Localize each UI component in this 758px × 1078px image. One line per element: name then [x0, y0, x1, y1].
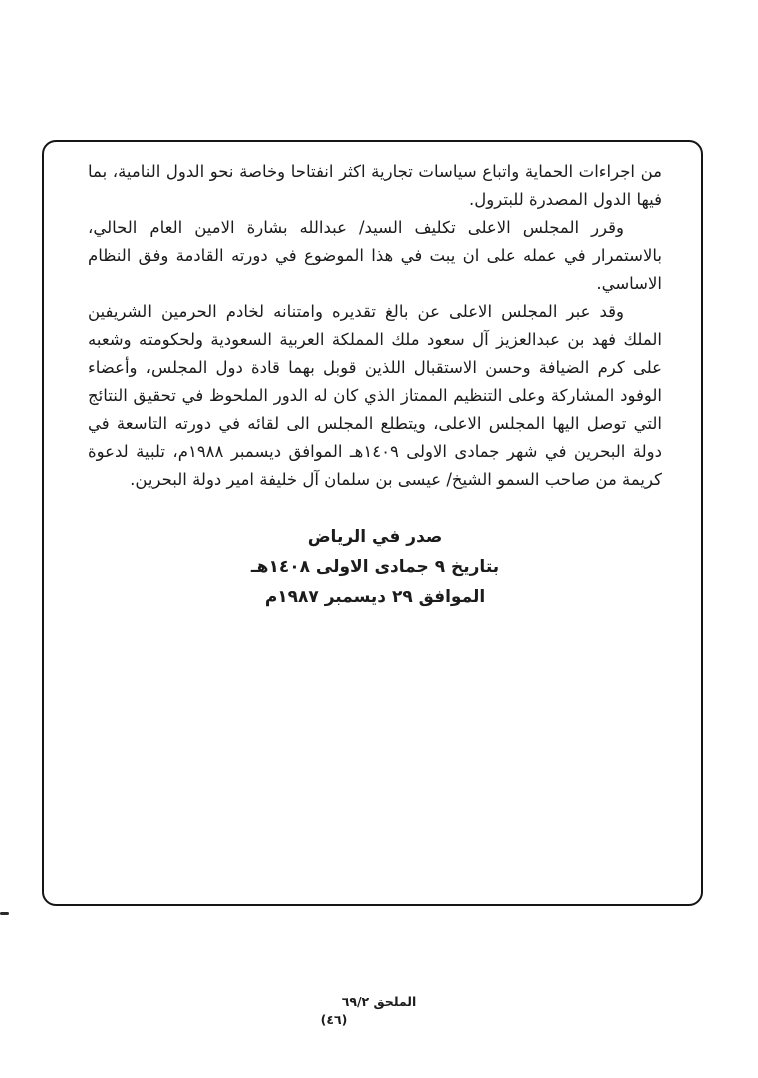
closing-block [88, 522, 662, 612]
paragraph-council-decision: وقرر المجلس الاعلى تكليف السيد/ عبدالله بشارة الامين العام الحالي، بالاستمرار في عمله على ان يبت في هذا الموضوع في دورته القادمة وفق النظام الاساسي. [88, 218, 662, 293]
scan-artifact-mark [0, 912, 9, 915]
body-text-block [88, 158, 662, 612]
footer-page-number: (٤٦) [320, 1012, 348, 1027]
paragraph-continuation: من اجراءات الحماية واتباع سياسات تجارية اكثر انفتاحا وخاصة نحو الدول النامية، بما فيها الدول المصدرة للبترول. [88, 162, 662, 209]
paragraph-gratitude: وقد عبر المجلس الاعلى عن بالغ تقديره وامتنانه لخادم الحرمين الشريفين الملك فهد بن عبدالعزيز آل سعود ملك المملكة العربية السعودية ولحكومته وشعبه على كرم الضيافة وحسن الاستقبال اللذين قوبل بهما قادة دول المجلس، وأعضاء الوفود المشاركة وعلى التنظيم الممتاز الذي كان له الدور الملحوظ في تحقيق النتائج التي توصل اليها المجلس الاعلى، ويتطلع المجلس الى لقائه في دورته التاسعة في دولة البحرين في شهر جمادى الاولى ١٤٠٩هـ الموافق ديسمبر ١٩٨٨م، تلبية لدعوة كريمة من صاحب السمو الشيخ/ عيسى بن سلمان آل خليفة امير دولة البحرين. [88, 302, 662, 489]
closing-hijri-date: بتاريخ ٩ جمادى الاولى ١٤٠٨هـ [250, 557, 500, 577]
closing-gregorian-date: الموافق ٢٩ ديسمبر ١٩٨٧م [264, 587, 486, 607]
closing-issued-at: صدر في الرياض [307, 527, 443, 547]
page-footer [0, 994, 758, 1028]
footer-appendix-label: الملحق ٦٩/٢ [341, 994, 417, 1009]
